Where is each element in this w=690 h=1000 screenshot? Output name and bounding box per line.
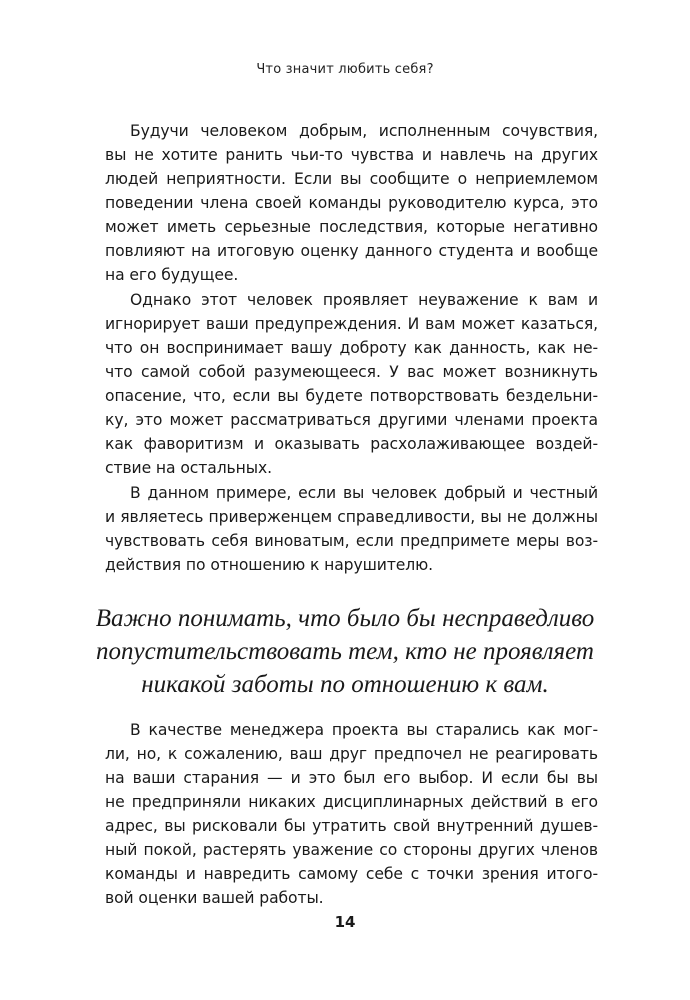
text-line: повлияют на итоговую оценку данного студента и вообще [105, 242, 598, 260]
text-line: адрес, вы рисковали бы утратить свой внутренний душев- [105, 817, 598, 835]
text-line: что самой собой разумеющееся. У вас может возникнуть [105, 363, 598, 381]
text-line: ствие на остальных. [105, 459, 272, 477]
running-head: Что значит любить себя? [256, 62, 434, 77]
pull-quote-line: попустительствовать тем, кто не проявляет [96, 638, 594, 665]
text-line: что он воспринимает вашу доброту как данность, как не- [105, 339, 598, 357]
text-line: В данном примере, если вы человек добрый и честный [130, 484, 598, 502]
text-line: не предприняли никаких дисциплинарных действий в его [105, 793, 598, 811]
text-line: команды и навредить самому себе с точки зрения итого- [105, 865, 598, 883]
text-line: как фаворитизм и оказывать расхолаживающее воздей- [105, 435, 598, 453]
text-line: ли, но, к сожалению, ваш друг предпочел не реагировать [105, 745, 598, 763]
text-line: на ваши старания — и это был его выбор. И если бы вы [105, 769, 598, 787]
text-line: на его будущее. [105, 266, 239, 284]
text-line: ный покой, растерять уважение со стороны других членов [105, 841, 598, 859]
text-line: чувствовать себя виноватым, если предпримете меры воз- [105, 532, 598, 550]
text-line: опасение, что, если вы будете потворствовать бездельни- [105, 387, 598, 405]
text-line: Будучи человеком добрым, исполненным сочувствия, [130, 122, 598, 140]
text-line: В качестве менеджера проекта вы старались как мог- [130, 721, 598, 739]
text-line: игнорирует ваши предупреждения. И вам может казаться, [105, 315, 598, 333]
text-line: Однако этот человек проявляет неуважение к вам и [130, 291, 598, 309]
text-line: вы не хотите ранить чьи-то чувства и навлечь на других [105, 146, 598, 164]
text-line: вой оценки вашей работы. [105, 889, 324, 907]
text-line: и являетесь приверженцем справедливости, вы не должны [105, 508, 598, 526]
text-line: может иметь серьезные последствия, которые негативно [105, 218, 598, 236]
text-line: ку, это может рассматриваться другими членами проекта [105, 411, 598, 429]
pull-quote-line: никакой заботы по отношению к вам. [141, 671, 549, 698]
text-line: действия по отношению к нарушителю. [105, 556, 434, 574]
text-line: поведении члена своей команды руководителю курса, это [105, 194, 598, 212]
text-line: людей неприятности. Если вы сообщите о неприемлемом [105, 170, 598, 188]
pull-quote-line: Важно понимать, что было бы несправедливо [95, 605, 595, 632]
page-number: 14 [334, 913, 356, 931]
